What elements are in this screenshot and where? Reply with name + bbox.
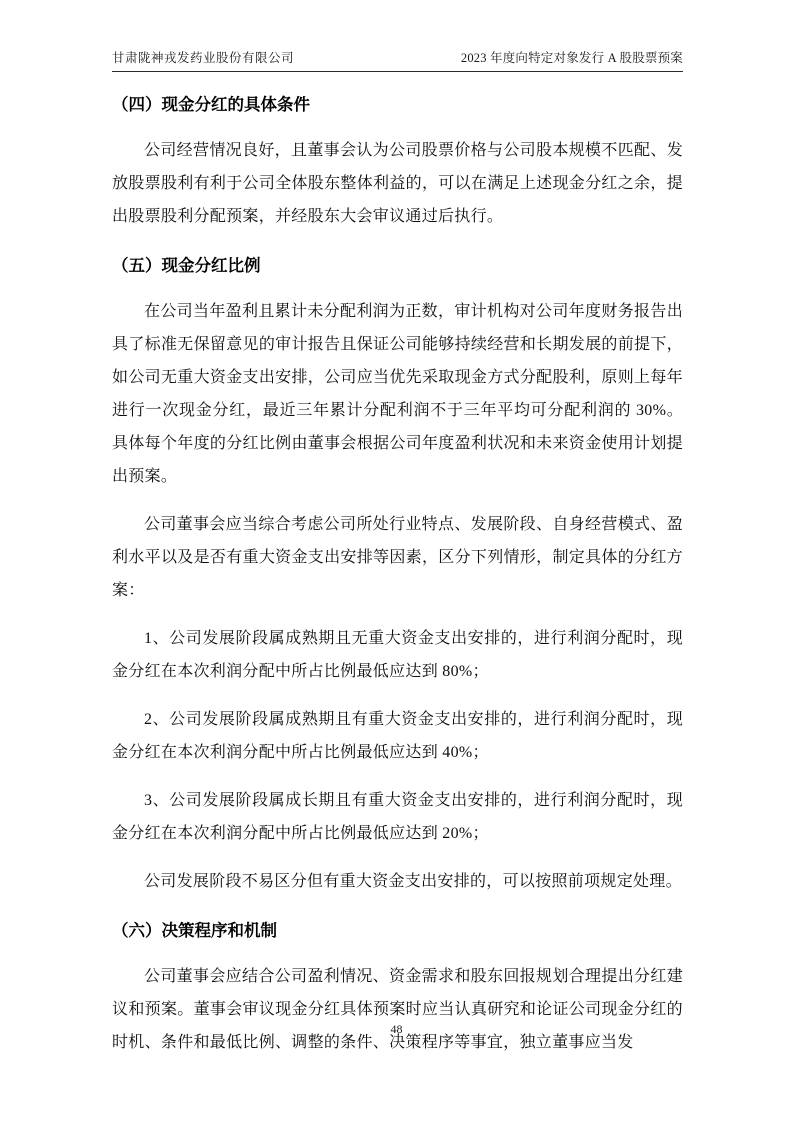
header-doc-title: 2023 年度向特定对象发行 A 股股票预案	[460, 51, 683, 65]
page-content	[112, 0, 683, 1059]
list-item-3: 3、公司发展阶段属成长期且有重大资金支出安排的，进行利润分配时，现金分红在本次利润分配中所占比例最低应达到 20%；	[112, 792, 683, 842]
paragraph: 在公司当年盈利且累计未分配利润为正数，审计机构对公司年度财务报告出具了标准无保留意见的审计报告且保证公司能够持续经营和长期发展的前提下，如公司无重大资金支出安排，公司应当优先采取现金方式分配股利，原则上每年进行一次现金分红，最近三年累计分配利润不于三年平均可分配利润的 30%。具体每个年度的分红比例由董事会根据公司年度盈利状况和未来资金使用计划提出预案。	[112, 303, 683, 485]
list-item-1: 1、公司发展阶段属成熟期且无重大资金支出安排的，进行利润分配时，现金分红在本次利润分配中所占比例最低应达到 80%；	[112, 630, 683, 680]
section-heading-4: （四）现金分红的具体条件	[112, 96, 310, 114]
list-item-2: 2、公司发展阶段属成熟期且有重大资金支出安排的，进行利润分配时，现金分红在本次利润分配中所占比例最低应达到 40%；	[112, 711, 683, 761]
paragraph: 公司经营情况良好，且董事会认为公司股票价格与公司股本规模不匹配、发放股票股利有利于公司全体股东整体利益的，可以在满足上述现金分红之余，提出股票股利分配预案，并经股东大会审议通过后执行。	[112, 142, 683, 225]
section-heading-5: （五）现金分红比例	[112, 257, 261, 275]
paragraph: 公司发展阶段不易区分但有重大资金支出安排的，可以按照前项规定处理。	[144, 873, 682, 890]
paragraph: 公司董事会应结合公司盈利情况、资金需求和股东回报规划合理提出分红建议和预案。董事会审议现金分红具体预案时应当认真研究和论证公司现金分红的时机、条件和最低比例、调整的条件、决策程序等事宜，独立董事应当发	[112, 968, 683, 1051]
page-header	[112, 0, 683, 72]
page-number: 48	[390, 1022, 403, 1036]
header-company-name: 甘肃陇神戎发药业股份有限公司	[112, 51, 295, 65]
section-heading-6: （六）决策程序和机制	[112, 922, 277, 940]
paragraph: 公司董事会应当综合考虑公司所处行业特点、发展阶段、自身经营模式、盈利水平以及是否有重大资金支出安排等因素，区分下列情形，制定具体的分红方案：	[112, 516, 683, 599]
